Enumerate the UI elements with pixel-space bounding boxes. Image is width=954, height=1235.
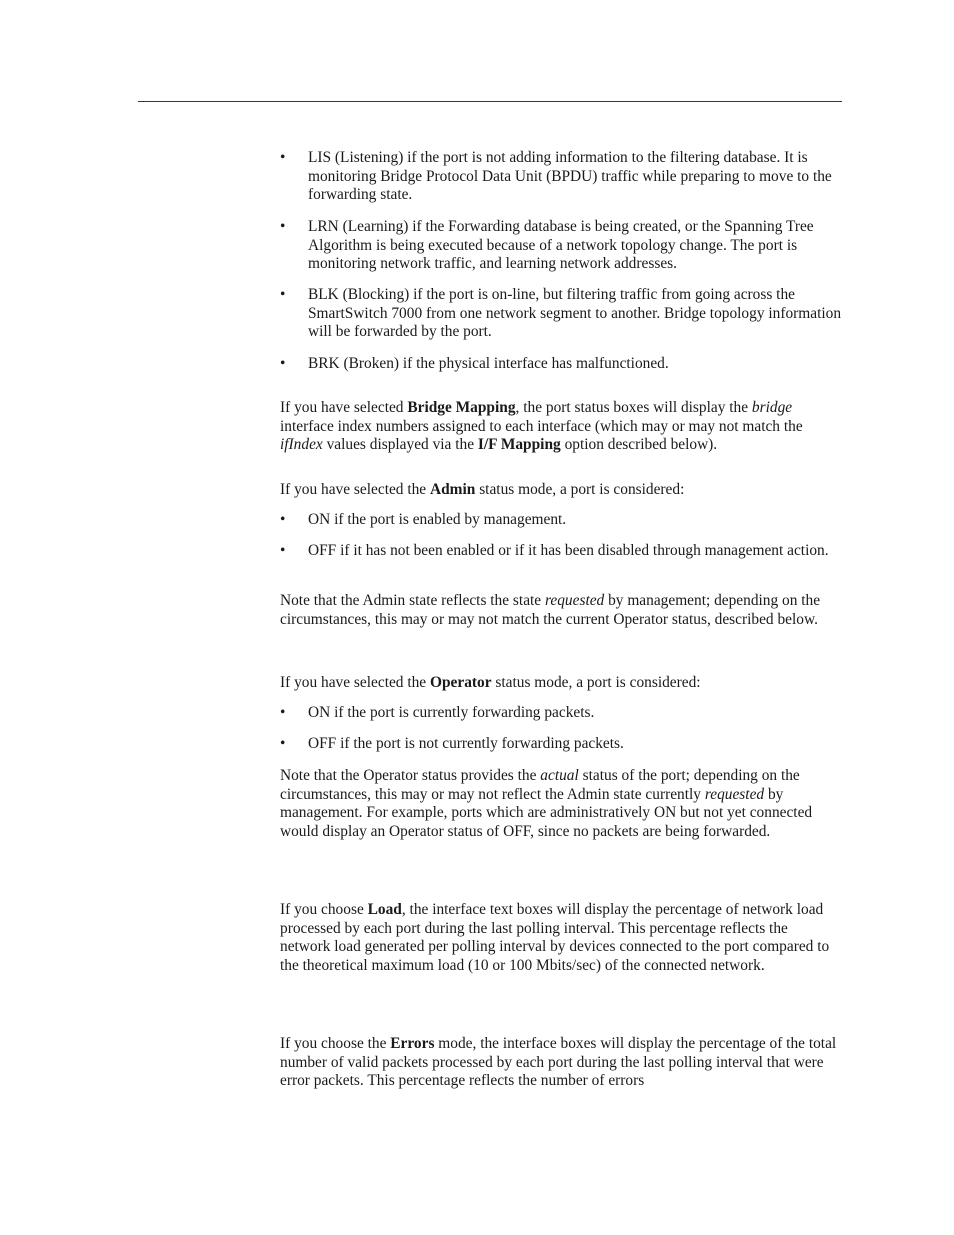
bullet-icon: • — [280, 704, 286, 721]
list-item-admin-off — [280, 542, 842, 561]
list-item-admin-on — [280, 511, 842, 530]
bullet-icon: • — [280, 542, 286, 559]
list-item-oper-off — [280, 735, 842, 754]
list-item-lrn — [280, 218, 842, 274]
header-rule — [138, 101, 842, 102]
bullet-icon: • — [280, 511, 286, 528]
bullet-icon: • — [280, 218, 286, 235]
admin-note-paragraph: Note that the Admin state reflects the state requested by management; depending on the circumstances, this may or may not match the current Operator status, described below. — [280, 592, 821, 628]
list-item-oper-on — [280, 704, 842, 723]
operator-intro-paragraph: If you have selected the Operator status mode, a port is considered: — [280, 674, 701, 691]
list-item-text: ON if the port is currently forwarding packets. — [308, 704, 595, 721]
bridge-mapping-paragraph: If you have selected Bridge Mapping, the port status boxes will display the bridge interface index numbers assigned to each interface (which may or may not match the ifIndex values displayed via the I/F Mapping option described below). — [280, 399, 803, 454]
list-item-lis — [280, 149, 842, 205]
bullet-icon: • — [280, 149, 286, 166]
list-item-text: OFF if it has not been enabled or if it has been disabled through management action. — [308, 542, 829, 559]
list-item-text: LRN (Learning) if the Forwarding database is being created, or the Spanning Tree Algorithm is being executed because of a network topology change. The port is monitoring network traffic, and learning network addresses. — [308, 218, 814, 273]
bullet-icon: • — [280, 286, 286, 303]
operator-note-paragraph: Note that the Operator status provides the actual status of the port; depending on the circumstances, this may or may not reflect the Admin state currently requested by management. For example, ports which are administratively ON but not yet connected would display an Operator status of OFF, since no packets are being forwarded. — [280, 767, 813, 841]
bullet-icon: • — [280, 355, 286, 372]
list-item-brk — [280, 355, 842, 374]
admin-intro-paragraph: If you have selected the Admin status mode, a port is considered: — [280, 481, 685, 498]
errors-paragraph: If you choose the Errors mode, the interface boxes will display the percentage of the total number of valid packets processed by each port during the last polling interval that were error packets. This percentage reflects the number of errors — [280, 1035, 837, 1090]
list-item-text: BRK (Broken) if the physical interface has malfunctioned. — [308, 355, 669, 372]
list-item-text: BLK (Blocking) if the port is on-line, but filtering traffic from going across the SmartSwitch 7000 from one network segment to another. Bridge topology information will be forwarded by the port. — [308, 286, 842, 341]
bullet-icon: • — [280, 735, 286, 752]
list-item-text: ON if the port is enabled by management. — [308, 511, 567, 528]
list-item-blk — [280, 286, 842, 342]
load-paragraph: If you choose Load, the interface text boxes will display the percentage of network load processed by each port during the last polling interval. This percentage reflects the network load generated per polling interval by devices connected to the port compared to the theoretical maximum load (10 or 100 Mbits/sec) of the connected network. — [280, 901, 830, 975]
list-item-text: OFF if the port is not currently forwarding packets. — [308, 735, 624, 752]
list-item-text: LIS (Listening) if the port is not adding information to the filtering database. It is monitoring Bridge Protocol Data Unit (BPDU) traffic while preparing to move to the forwarding state. — [308, 149, 832, 204]
